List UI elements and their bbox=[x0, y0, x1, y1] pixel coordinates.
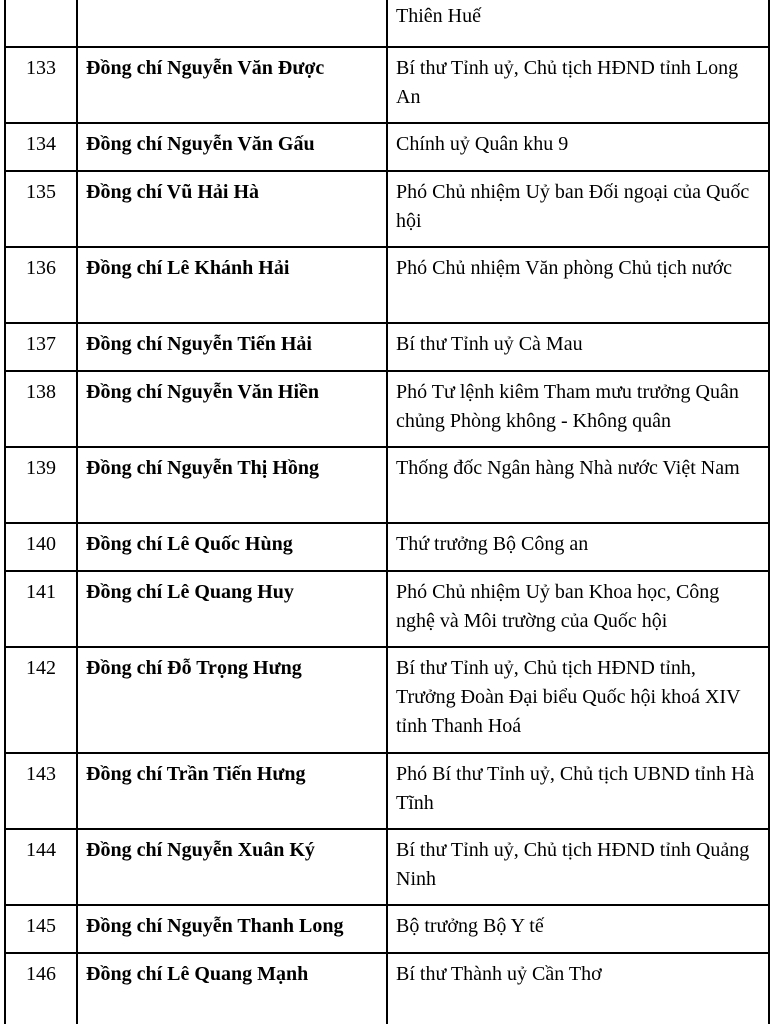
table-row bbox=[5, 123, 769, 171]
person-position: Thống đốc Ngân hàng Nhà nước Việt Nam bbox=[387, 447, 769, 523]
person-position: Phó Chủ nhiệm Uỷ ban Đối ngoại của Quốc hội bbox=[387, 171, 769, 247]
person-position: Phó Chủ nhiệm Uỷ ban Khoa học, Công nghệ và Môi trường của Quốc hội bbox=[387, 571, 769, 647]
person-name: Đồng chí Đỗ Trọng Hưng bbox=[77, 647, 387, 753]
row-number: 136 bbox=[5, 247, 77, 323]
table-row bbox=[5, 523, 769, 571]
person-position: Chính uỷ Quân khu 9 bbox=[387, 123, 769, 171]
person-name: Đồng chí Nguyễn Tiến Hải bbox=[77, 323, 387, 371]
row-number: 134 bbox=[5, 123, 77, 171]
person-position: Bí thư Tỉnh uỷ, Chủ tịch HĐND tỉnh Quảng Ninh bbox=[387, 829, 769, 905]
row-number bbox=[5, 0, 77, 47]
person-position: Thiên Huế bbox=[387, 0, 769, 47]
row-number: 137 bbox=[5, 323, 77, 371]
person-position: Phó Bí thư Tỉnh uỷ, Chủ tịch UBND tỉnh Hà Tĩnh bbox=[387, 753, 769, 829]
table-row bbox=[5, 647, 769, 753]
person-name: Đồng chí Nguyễn Văn Được bbox=[77, 47, 387, 123]
row-number: 142 bbox=[5, 647, 77, 753]
row-number: 133 bbox=[5, 47, 77, 123]
person-position: Phó Chủ nhiệm Văn phòng Chủ tịch nước bbox=[387, 247, 769, 323]
person-position: Bộ trưởng Bộ Y tế bbox=[387, 905, 769, 953]
person-name: Đồng chí Lê Khánh Hải bbox=[77, 247, 387, 323]
person-position: Bí thư Tỉnh uỷ Cà Mau bbox=[387, 323, 769, 371]
table-row bbox=[5, 0, 769, 47]
row-number: 143 bbox=[5, 753, 77, 829]
table-row bbox=[5, 247, 769, 323]
table-row bbox=[5, 953, 769, 1024]
person-name: Đồng chí Vũ Hải Hà bbox=[77, 171, 387, 247]
person-position: Bí thư Tỉnh uỷ, Chủ tịch HĐND tỉnh, Trưởng Đoàn Đại biểu Quốc hội khoá XIV tỉnh Thanh Hoá bbox=[387, 647, 769, 753]
table-row bbox=[5, 905, 769, 953]
personnel-table bbox=[4, 0, 770, 1024]
row-number: 146 bbox=[5, 953, 77, 1024]
table-row bbox=[5, 753, 769, 829]
table-row bbox=[5, 47, 769, 123]
table-row bbox=[5, 829, 769, 905]
person-position: Bí thư Thành uỷ Cần Thơ bbox=[387, 953, 769, 1024]
person-name: Đồng chí Trần Tiến Hưng bbox=[77, 753, 387, 829]
person-name bbox=[77, 0, 387, 47]
row-number: 139 bbox=[5, 447, 77, 523]
row-number: 141 bbox=[5, 571, 77, 647]
row-number: 138 bbox=[5, 371, 77, 447]
row-number: 144 bbox=[5, 829, 77, 905]
person-name: Đồng chí Lê Quang Mạnh bbox=[77, 953, 387, 1024]
row-number: 140 bbox=[5, 523, 77, 571]
person-name: Đồng chí Lê Quang Huy bbox=[77, 571, 387, 647]
person-position: Thứ trưởng Bộ Công an bbox=[387, 523, 769, 571]
person-name: Đồng chí Nguyễn Văn Gấu bbox=[77, 123, 387, 171]
table-row bbox=[5, 447, 769, 523]
person-name: Đồng chí Lê Quốc Hùng bbox=[77, 523, 387, 571]
person-name: Đồng chí Nguyễn Thanh Long bbox=[77, 905, 387, 953]
person-position: Bí thư Tỉnh uỷ, Chủ tịch HĐND tỉnh Long An bbox=[387, 47, 769, 123]
table-row bbox=[5, 371, 769, 447]
table-row bbox=[5, 571, 769, 647]
table-row bbox=[5, 171, 769, 247]
person-name: Đồng chí Nguyễn Văn Hiền bbox=[77, 371, 387, 447]
person-position: Phó Tư lệnh kiêm Tham mưu trưởng Quân chủng Phòng không - Không quân bbox=[387, 371, 769, 447]
row-number: 145 bbox=[5, 905, 77, 953]
person-name: Đồng chí Nguyễn Thị Hồng bbox=[77, 447, 387, 523]
table-row bbox=[5, 323, 769, 371]
row-number: 135 bbox=[5, 171, 77, 247]
person-name: Đồng chí Nguyễn Xuân Ký bbox=[77, 829, 387, 905]
